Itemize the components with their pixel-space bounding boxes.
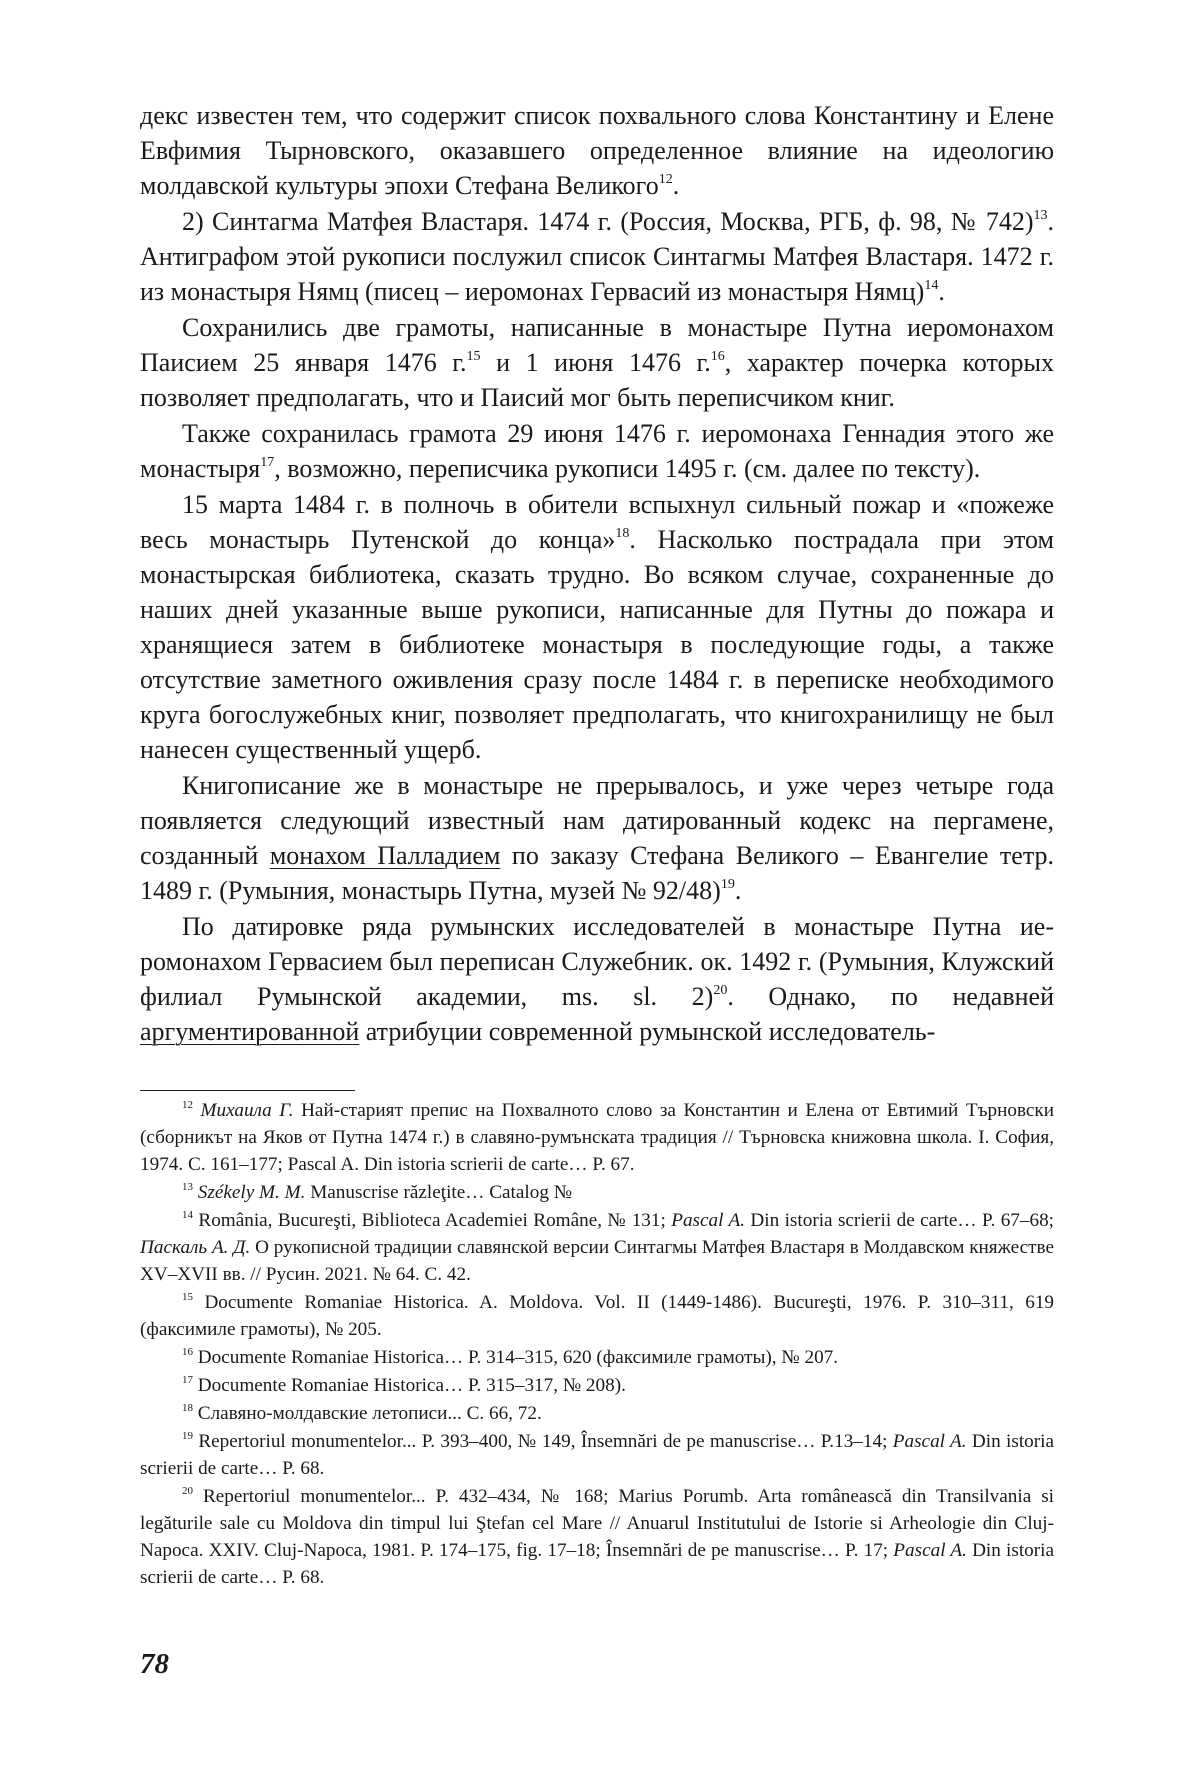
footnote-16 [140,1344,1054,1371]
footnote-15 [140,1289,1054,1343]
paragraph-text: . Насколько пострадала при этом монастырская библиотека, сказать трудно. Во всяком случае, сохраненные до наших дней указанные выше рукописи, написанные для Путны до пожара и хранящиеся затем в библиотеке монастыря в последующие годы, а также отсутствие заметного оживления сразу после 1484 г. в переписке необходимого круга богослужебных книг, позволяет предполагать, что книгохранилищу не был нанесен существенный ущерб. [140,525,1054,764]
footnotes [140,1097,1054,1592]
footnote-number: 13 [182,1181,193,1193]
footnote-ref: 17 [260,455,275,470]
paragraph-text: Также сохранилась грамота 29 июня 1476 г. иеромонаха Геннадия этого же монастыря [140,419,1054,483]
footnote-author: Михаила Г. [200,1100,294,1121]
paragraph-text: . Антиграфом этой рукописи послужил список Синтагмы Матфея Властаря. 1472 г. из монастыря Нямц (писец – иеромонах Гервасий из монастыря Нямц) [140,207,1054,306]
footnote-ref: 12 [658,172,673,187]
footnote-text: Славяно-молдавские летописи... С. 66, 72. [197,1403,542,1424]
footnote-author: Pascal A. [892,1431,967,1452]
footnote-ref: 14 [924,278,939,293]
footnote-number: 18 [182,1402,193,1414]
footnote-17 [140,1372,1054,1399]
footnote-number: 14 [182,1209,193,1221]
paragraph-4 [140,416,1054,486]
paragraph-text: и 1 июня 1476 г. [480,348,711,377]
paragraph-text: . [734,876,742,905]
footnote-19 [140,1428,1054,1482]
paragraph-text: . Однако, по недавней [727,982,1054,1011]
footnote-text: Repertoriul monumentelor... P. 432–434, № 168; Marius Porumb. Arta românească din Transilvania si legăturile sale cu Moldova din timpul lui Ştefan cel Mare // Anuarul Institutului de Istorie si Arheologie din Cluj-Napoca. XXIV. Cluj-Napoca, 1981. P. 174–175, fig. 17–18; Însemnări de pe manuscrise… P. 17; [140,1486,1054,1561]
footnote-text: Documente Romaniae Historica. A. Moldova. Vol. II (1449-1486). Bucureşti, 1976. P. 310–311, 619 (факсимиле грамоты), № 205. [140,1292,1055,1340]
footnote-ref: 19 [720,877,735,892]
paragraph-2 [140,204,1054,309]
paragraph-text: . [672,171,680,200]
underlined-phrase: аргументированной [140,1017,360,1046]
paragraph-text: Сохранились две грамоты, написанные в монастыре Путна иеромонахом Паисием 25 января 1476 г. [140,313,1054,377]
footnote-text: Manuscrise răzleţite… Catalog № [305,1182,573,1203]
paragraph-text: декс известен тем, что содержит список похвального слова Константину и Елене Евфимия Тырновского, оказавшего определенное влияние на идеологию молдавской культуры эпохи Стефана Великого [140,101,1054,200]
paragraph-text: , характер почерка которых позволяет предполагать, что и Паисий мог быть переписчиком книг. [140,348,1054,412]
footnote-12 [140,1097,1054,1178]
paragraph-1 [140,98,1054,203]
paragraph-text: , возможно, переписчика рукописи 1495 г. (см. далее по тексту). [274,454,981,483]
paragraph-text: . [938,277,945,306]
footnote-author: Székely M. M. [197,1182,306,1203]
footnote-text: Repertoriul monumentelor... P. 393–400, № 149, Însemnări de pe manuscrise… P.13–14; [198,1431,893,1452]
footnote-author: Pascal A. [671,1210,746,1231]
footnote-text: România, Bucureşti, Biblioteca Academiei Române, № 131; [198,1210,672,1231]
footnote-text: Documente Romaniae Historica… P. 315–317, № 208). [197,1375,626,1396]
footnote-text: О рукописной традиции славянской версии Синтагмы Матфея Властаря в Молдавском княжестве XV–XVII вв. // Русин. 2021. № 64. С. 42. [140,1237,1054,1285]
footnote-text: Documente Romaniae Historica… P. 314–315, 620 (факсимиле грамоты), № 207. [197,1347,839,1368]
paragraph-text: атрибуции современной румынской исследователь- [359,1017,936,1046]
paragraph-text: по заказу Стефана Великого – Евангелие тетр. 1489 г. (Румыния, монастырь Путна, музей № 92/48) [140,841,1055,905]
paragraph-text: 15 марта 1484 г. в полночь в обители вспыхнул сильный пожар и «пожеже весь монастырь Путенской до конца» [140,490,1054,554]
footnote-number: 16 [182,1346,193,1358]
footnote-text: Din istoria scrierii de carte… P. 67–68; [745,1210,1055,1231]
footnote-ref: 18 [615,526,630,541]
footnote-number: 15 [182,1291,193,1303]
footnote-ref: 13 [1033,208,1048,223]
paragraph-5 [140,487,1054,767]
paragraph-3 [140,310,1054,415]
footnote-number: 20 [182,1485,193,1497]
footnote-text: Din istoria scrierii de carte… P. 68. [140,1540,1055,1588]
footnote-ref: 15 [466,349,481,364]
footnote-number: 12 [182,1099,193,1111]
footnote-text: Din istoria scrierii de carte… P. 68. [140,1431,1054,1479]
paragraph-text: По датировке ряда румынских исследователей в монастыре Путна иеромонахом Гервасием был переписан Служебник. ок. 1492 г. (Румыния, Клужский филиал Румынской академии, ms. sl. 2) [140,912,1054,1011]
paragraph-text: 2) Синтагма Матфея Властаря. 1474 г. (Россия, Москва, РГБ, ф. 98, № 742) [182,207,1034,236]
footnote-number: 17 [182,1374,193,1386]
footnote-author: Паскаль А. Д. [140,1237,251,1258]
footnote-13 [140,1179,1054,1206]
footnote-number: 19 [182,1430,193,1442]
main-text [140,98,1054,1049]
paragraph-text: Книгописание же в монастыре не прерывалось, и уже через четыре года появляется следующий известный нам датированный кодекс на пергамене, созданный [140,771,1054,870]
underlined-phrase: монахом Палладием [269,841,501,870]
paragraph-6 [140,768,1054,908]
footnote-20 [140,1483,1054,1591]
footnote-ref: 16 [710,349,725,364]
footnote-separator [140,1090,355,1091]
footnote-text: Най-старият препис на Похвалното слово за Константин и Елена от Евтимий Търновски (сборникът на Яков от Путна 1474 г.) в славяно-румънската традиция // Търновска книжовна школа. I. София, 1974. С. 161–177; Pascal A. Din istoria scrierii de carte… P. 67. [140,1100,1054,1175]
footnote-14 [140,1207,1054,1288]
paragraph-7 [140,909,1054,1049]
footnote-author: Pascal A. [893,1540,967,1561]
page-number: 78 [140,1648,169,1680]
footnote-ref: 20 [713,983,728,998]
footnote-18 [140,1400,1054,1427]
